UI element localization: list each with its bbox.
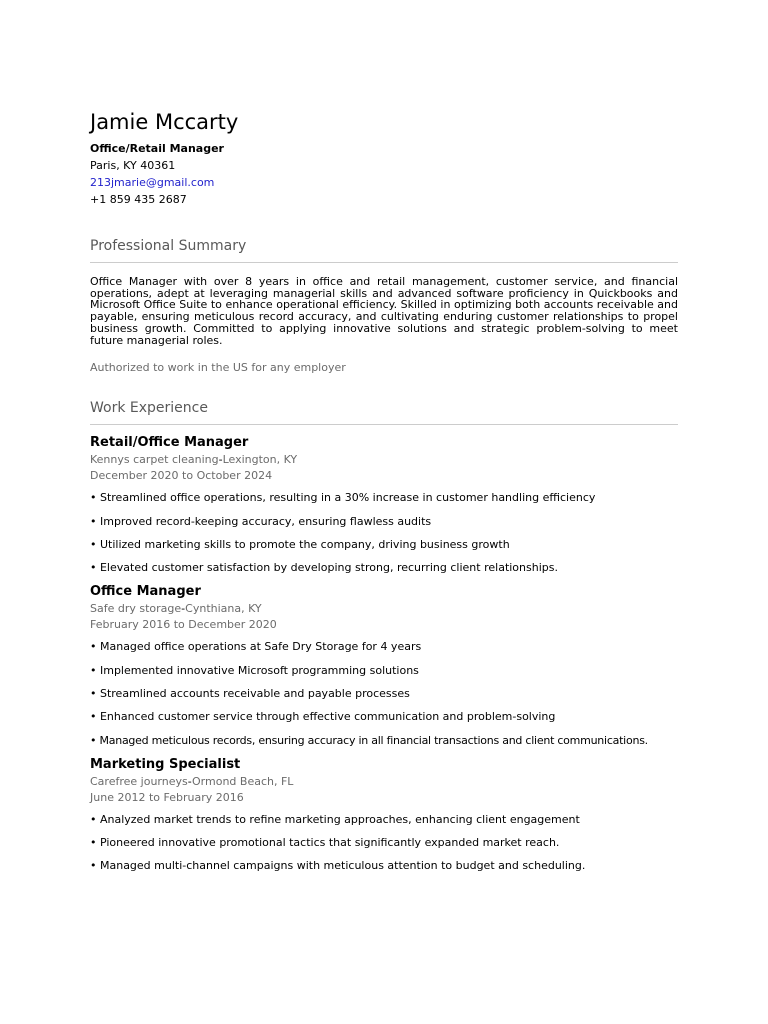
job-bullet: • Implemented innovative Microsoft programming solutions bbox=[90, 663, 419, 677]
job-list bbox=[90, 434, 678, 874]
job-bullet: • Managed multi-channel campaigns with meticulous attention to budget and scheduling. bbox=[90, 859, 586, 873]
job-bullet: • Analyzed market trends to refine marketing approaches, enhancing client engagement bbox=[90, 812, 580, 826]
job-company-location bbox=[90, 452, 678, 468]
job-bullet: • Pioneered innovative promotional tactics that significantly expanded market reach. bbox=[90, 836, 560, 850]
job-title: Marketing Specialist bbox=[90, 756, 241, 772]
job-bullet: • Streamlined office operations, resulting in a 30% increase in customer handling efficiency bbox=[90, 491, 596, 505]
job-bullets bbox=[90, 812, 678, 875]
job-bullet: • Improved record-keeping accuracy, ensuring flawless audits bbox=[90, 514, 432, 528]
job-bullet: • Utilized marketing skills to promote the company, driving business growth bbox=[90, 537, 510, 551]
job-company-location bbox=[90, 774, 678, 790]
candidate-headline: Office/Retail Manager bbox=[90, 142, 224, 155]
job-location: Ormond Beach, FL bbox=[192, 774, 294, 788]
job-entry bbox=[90, 756, 678, 875]
job-separator: - bbox=[187, 774, 193, 788]
job-separator: - bbox=[181, 602, 186, 616]
job-company: Carefree journeys bbox=[90, 774, 188, 788]
job-title: Office Manager bbox=[90, 584, 201, 600]
job-dates: June 2012 to February 2016 bbox=[90, 790, 244, 804]
job-location: Cynthiana, KY bbox=[185, 602, 262, 616]
job-company: Kennys carpet cleaning bbox=[90, 453, 219, 467]
work-section-title: Work Experience bbox=[90, 398, 678, 425]
candidate-email-link[interactable]: 213jmarie@gmail.com bbox=[90, 176, 215, 189]
candidate-location: Paris, KY 40361 bbox=[90, 159, 176, 172]
job-bullet: • Streamlined accounts receivable and payable processes bbox=[90, 687, 410, 700]
job-bullets bbox=[90, 639, 678, 748]
work-authorization: Authorized to work in the US for any employer bbox=[90, 361, 346, 375]
job-company: Safe dry storage bbox=[90, 602, 182, 616]
job-dates: December 2020 to October 2024 bbox=[90, 469, 273, 483]
summary-section-title: Professional Summary bbox=[90, 236, 678, 263]
candidate-name: Jamie Mccarty bbox=[90, 110, 239, 134]
job-bullet: • Elevated customer satisfaction by developing strong, recurring client relationships. bbox=[90, 561, 558, 575]
job-entry bbox=[90, 583, 678, 748]
job-entry bbox=[90, 434, 678, 576]
job-bullet: • Managed meticulous records, ensuring accuracy in all financial transactions and client communications. bbox=[90, 733, 648, 747]
job-bullets bbox=[90, 490, 678, 576]
job-bullet: • Enhanced customer service through effective communication and problem-solving bbox=[90, 710, 556, 724]
job-title: Retail/Office Manager bbox=[90, 435, 249, 451]
job-bullet: • Managed office operations at Safe Dry Storage for 4 years bbox=[90, 640, 422, 654]
job-dates: February 2016 to December 2020 bbox=[90, 618, 277, 632]
job-separator: - bbox=[218, 453, 223, 467]
summary-text: Office Manager with over 8 years in office and retail management, customer service, and financial operations, adept at leveraging managerial skills and advanced software proficiency in Quickbooks and Microsoft Office Suite to enhance operational efficiency. Skilled in optimizing both accounts receivable and payable, ensuring meticulous record accuracy, and cultivating enduring customer relationships to propel business growth. Committed to applying innovative solutions and strategic problem-solving to meet future managerial roles. bbox=[90, 275, 678, 347]
job-company-location bbox=[90, 601, 678, 617]
candidate-phone: +1 859 435 2687 bbox=[90, 193, 187, 206]
resume-content bbox=[90, 108, 678, 882]
job-location: Lexington, KY bbox=[222, 453, 298, 467]
